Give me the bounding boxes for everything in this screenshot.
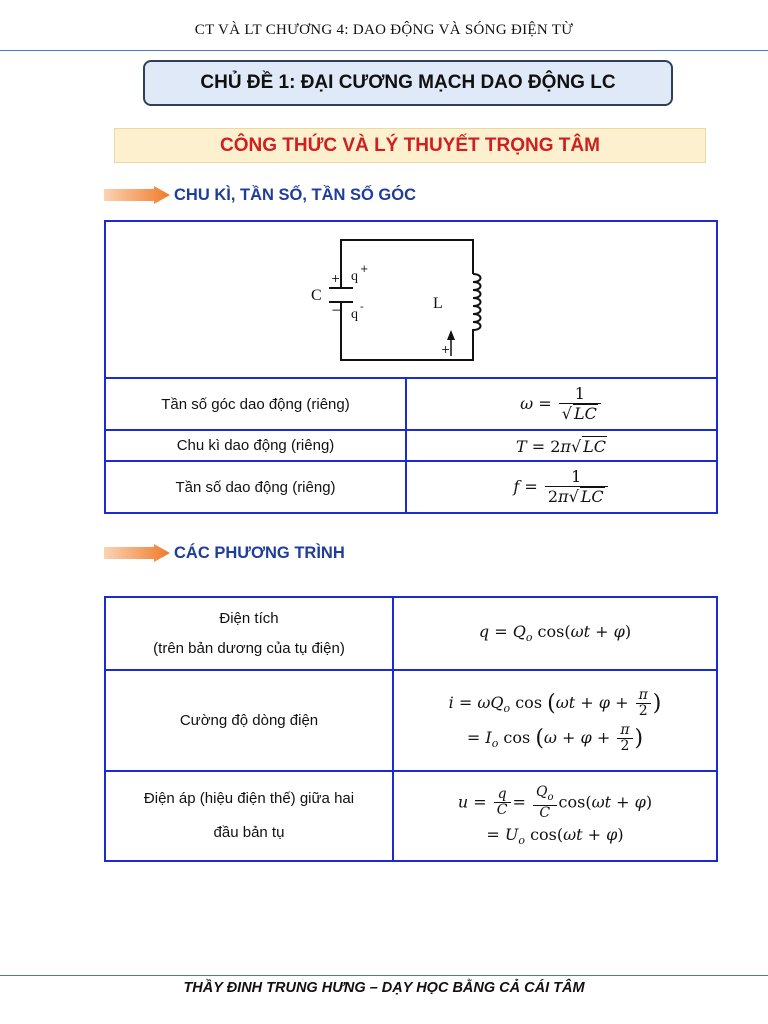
lc-circuit-diagram — [311, 230, 511, 370]
table-row — [105, 430, 717, 461]
formula-table-1 — [104, 220, 718, 514]
charge-negative-label: q — [351, 306, 358, 322]
angular-frequency-formula: ω = $\frac{1}{√ LC}$ — [406, 378, 717, 430]
row-label-line: đầu bản tụ — [213, 824, 285, 841]
inductor-label: L — [433, 294, 443, 312]
subsection-heading-2 — [104, 540, 345, 566]
circuit-cell — [105, 221, 717, 378]
formula-table-2 — [104, 596, 718, 862]
footer-divider — [0, 975, 768, 976]
row-label: Chu kì dao động (riêng) — [105, 430, 406, 461]
topic-title-box — [143, 60, 673, 106]
row-label: Cường độ dòng điện — [105, 670, 393, 771]
subsection-heading-1 — [104, 182, 416, 208]
capacitor-minus-sign: − — [331, 302, 342, 317]
orange-arrow-icon — [104, 186, 170, 204]
charge-positive-sign: + — [360, 263, 369, 275]
current-plus-sign: + — [441, 342, 451, 356]
row-label-line: Điện tích — [219, 609, 279, 627]
table-row — [105, 461, 717, 513]
voltage-label-cell — [105, 771, 393, 861]
row-label: Tần số dao động (riêng) — [105, 461, 406, 513]
subsection-title-2: CÁC PHƯƠNG TRÌNH — [174, 543, 345, 562]
page-footer: THẦY ĐINH TRUNG HƯNG – DẠY HỌC BẰNG CẢ CÁI TÂM — [183, 980, 585, 996]
capacitor-plus-sign: + — [331, 271, 341, 285]
charge-negative-sign: - — [360, 299, 364, 313]
period-formula: T = 2π√ LC — [406, 430, 717, 461]
section-title: CÔNG THỨC VÀ LÝ THUYẾT TRỌNG TÂM — [220, 134, 600, 156]
frequency-formula: f = $\frac{1}{2\pi√ LC}$ — [406, 461, 717, 513]
table-row — [105, 597, 717, 670]
charge-positive-label: q — [351, 268, 358, 284]
page-header-title: CT VÀ LT CHƯƠNG 4: DAO ĐỘNG VÀ SÓNG ĐIỆN TỪ — [194, 22, 574, 38]
voltage-formula: u = $\frac{q}{C}$ = $\frac{Q_o}{C}$ cos(ωt + φ) = $U_o$ cos(ωt + φ) — [393, 771, 717, 861]
row-label: Tần số góc dao động (riêng) — [105, 378, 406, 430]
table-row — [105, 771, 717, 861]
charge-label-cell — [105, 597, 393, 670]
subsection-title-1: CHU KÌ, TẦN SỐ, TẦN SỐ GÓC — [174, 185, 417, 204]
orange-arrow-icon — [104, 544, 170, 562]
row-label-line: (trên bản dương của tụ điện) — [153, 639, 345, 657]
table-row — [105, 378, 717, 430]
circuit-row — [105, 221, 717, 378]
current-formula: $i = \omega Q_o$ cos (ωt + φ + $\frac{\pi}{2}$ ) = $I_o$ cos (ω + φ + $\frac{\pi}{2}$ ) — [393, 670, 717, 771]
section-banner — [114, 128, 706, 163]
capacitor-label: C — [311, 286, 322, 304]
charge-formula: $q = Q_o$ cos(ωt + φ) — [393, 597, 717, 670]
topic-title: CHỦ ĐỀ 1: ĐẠI CƯƠNG MẠCH DAO ĐỘNG LC — [200, 72, 616, 93]
header-divider — [0, 50, 768, 51]
table-row — [105, 670, 717, 771]
row-label-line: Điện áp (hiệu điện thế) giữa hai — [143, 790, 355, 807]
